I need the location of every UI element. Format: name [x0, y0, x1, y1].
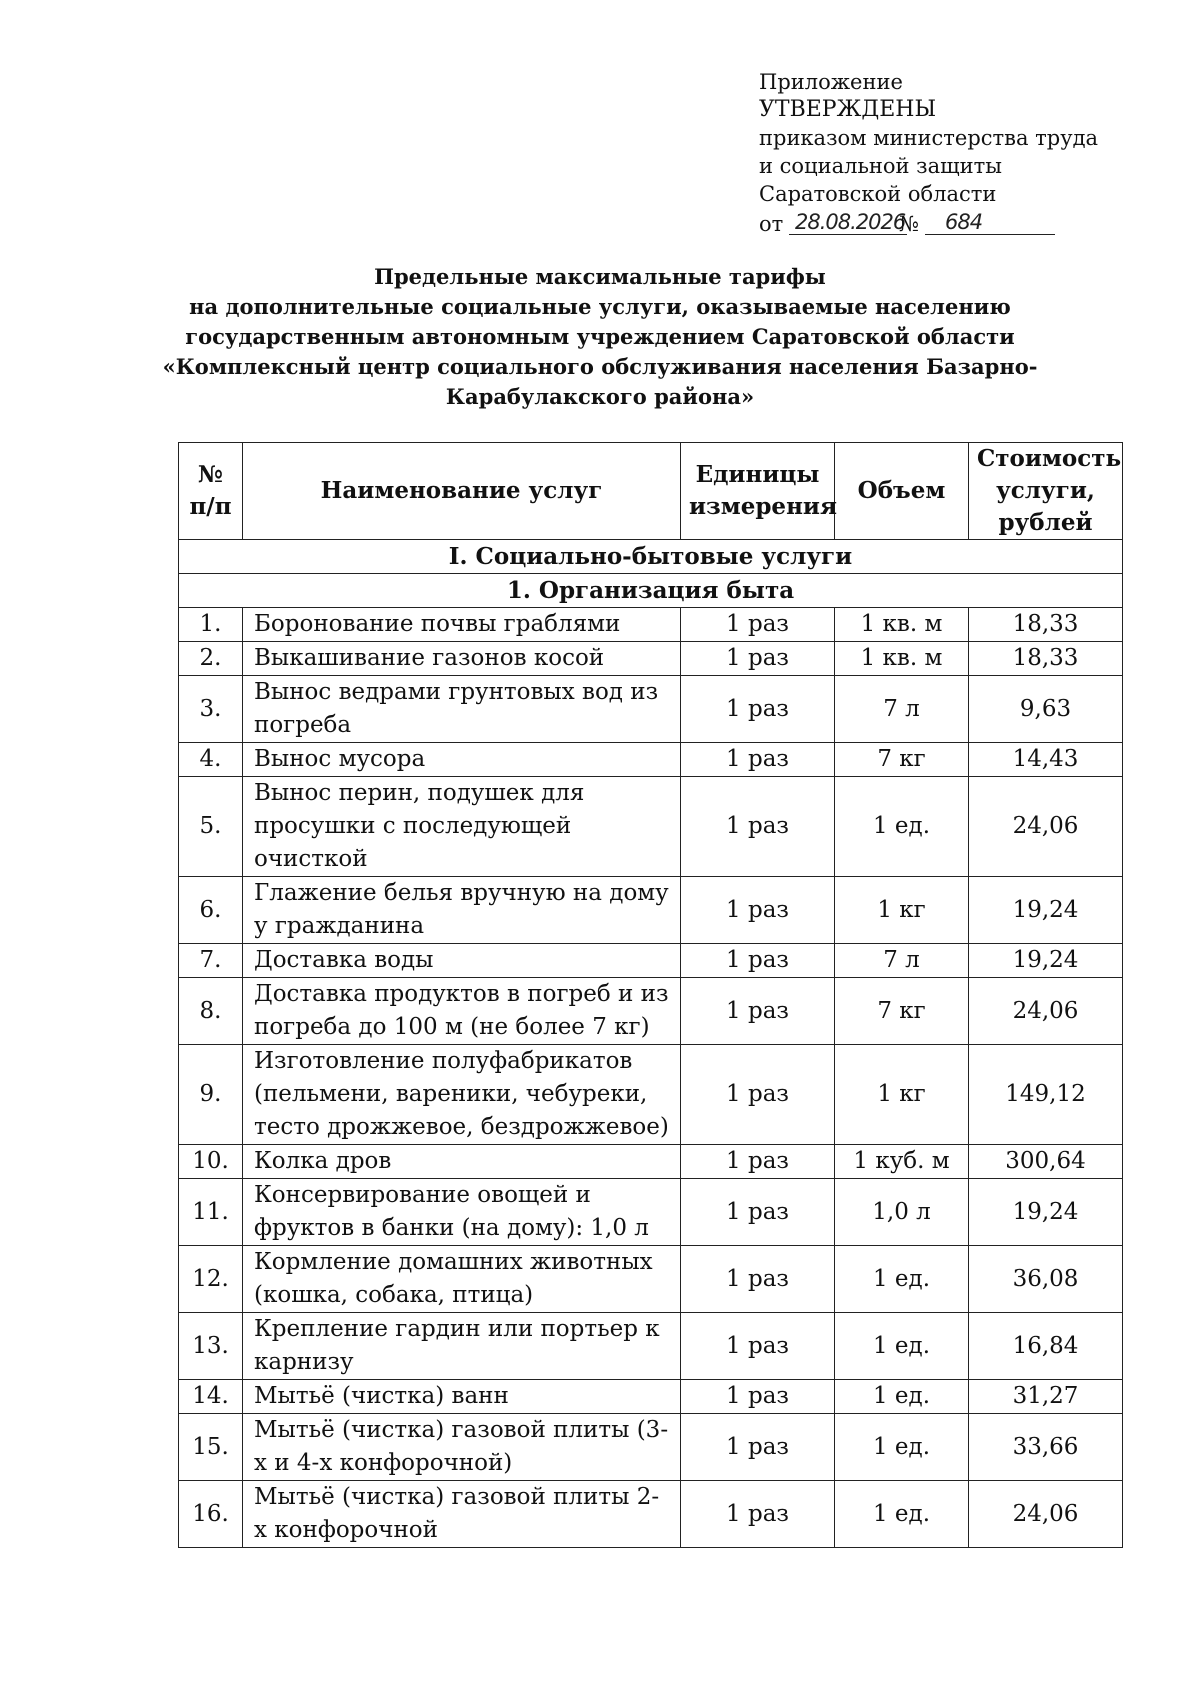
table-row: [179, 1481, 1123, 1548]
row-volume: 1 ед.: [835, 1481, 969, 1548]
row-number: 13.: [179, 1313, 243, 1380]
row-service-name: Мытьё (чистка) газовой плиты (3-х и 4-х конфорочной): [243, 1414, 681, 1481]
row-cost: 18,33: [969, 642, 1123, 676]
row-number: 7.: [179, 944, 243, 978]
row-unit: 1 раз: [681, 1145, 835, 1179]
row-service-name: Доставка воды: [243, 944, 681, 978]
row-volume: 1 кг: [835, 877, 969, 944]
row-cost: 36,08: [969, 1246, 1123, 1313]
row-service-name: Вынос мусора: [243, 743, 681, 777]
row-unit: 1 раз: [681, 978, 835, 1045]
row-cost: 24,06: [969, 978, 1123, 1045]
row-number: 9.: [179, 1045, 243, 1145]
row-number: 14.: [179, 1380, 243, 1414]
row-unit: 1 раз: [681, 1246, 835, 1313]
header-volume: Объем: [835, 443, 969, 540]
title-line-3: государственным автономным учреждением Саратовской области: [185, 324, 1015, 349]
approval-approved: УТВЕРЖДЕНЫ: [759, 97, 937, 122]
row-volume: 7 кг: [835, 978, 969, 1045]
date-field: [789, 208, 907, 235]
row-service-name: Боронование почвы граблями: [243, 608, 681, 642]
row-unit: 1 раз: [681, 1481, 835, 1548]
section-row: [179, 540, 1123, 574]
row-unit: 1 раз: [681, 1179, 835, 1246]
subsection-title: 1. Организация быта: [179, 574, 1123, 608]
section-title: I. Социально-бытовые услуги: [179, 540, 1123, 574]
handwritten-number: 684: [945, 210, 983, 234]
row-cost: 24,06: [969, 1481, 1123, 1548]
table-row: [179, 676, 1123, 743]
row-cost: 18,33: [969, 608, 1123, 642]
row-cost: 19,24: [969, 1179, 1123, 1246]
tariffs-table: [178, 442, 1123, 1548]
table-row: [179, 877, 1123, 944]
row-volume: 7 л: [835, 676, 969, 743]
table-row: [179, 1414, 1123, 1481]
row-cost: 300,64: [969, 1145, 1123, 1179]
row-volume: 1 кг: [835, 1045, 969, 1145]
row-number: 16.: [179, 1481, 243, 1548]
row-unit: 1 раз: [681, 608, 835, 642]
row-service-name: Вынос перин, подушек для просушки с последующей очисткой: [243, 777, 681, 877]
row-unit: 1 раз: [681, 642, 835, 676]
table-row: [179, 777, 1123, 877]
table-header-row: [179, 443, 1123, 540]
row-number: 6.: [179, 877, 243, 944]
header-unit: Единицы измерения: [681, 443, 835, 540]
row-volume: 1 куб. м: [835, 1145, 969, 1179]
row-volume: 1 кв. м: [835, 608, 969, 642]
row-volume: 1 кв. м: [835, 642, 969, 676]
row-number: 1.: [179, 608, 243, 642]
row-cost: 31,27: [969, 1380, 1123, 1414]
row-service-name: Крепление гардин или портьер к карнизу: [243, 1313, 681, 1380]
approval-appendix: Приложение: [759, 70, 903, 94]
row-unit: 1 раз: [681, 944, 835, 978]
table-row: [179, 1246, 1123, 1313]
approval-region-line: Саратовской области: [759, 182, 997, 206]
title-line-1: Предельные максимальные тарифы: [374, 264, 826, 289]
title-line-4: «Комплексный центр социального обслуживания населения Базарно-: [162, 354, 1038, 379]
row-unit: 1 раз: [681, 1313, 835, 1380]
row-volume: 1,0 л: [835, 1179, 969, 1246]
row-volume: 7 л: [835, 944, 969, 978]
row-service-name: Мытьё (чистка) газовой плиты 2-х конфорочной: [243, 1481, 681, 1548]
title-line-2: на дополнительные социальные услуги, оказываемые населению: [189, 294, 1011, 319]
header-num: № п/п: [179, 443, 243, 540]
row-cost: 9,63: [969, 676, 1123, 743]
table-row: [179, 978, 1123, 1045]
table-row: [179, 1313, 1123, 1380]
row-number: 15.: [179, 1414, 243, 1481]
table-row: [179, 1045, 1123, 1145]
number-field: [925, 208, 1055, 235]
row-volume: 1 ед.: [835, 1380, 969, 1414]
row-cost: 24,06: [969, 777, 1123, 877]
table-row: [179, 1380, 1123, 1414]
document-title: [150, 262, 1050, 412]
row-volume: 1 ед.: [835, 1414, 969, 1481]
approval-order-line: приказом министерства труда: [759, 126, 1099, 150]
table-row: [179, 608, 1123, 642]
table-row: [179, 944, 1123, 978]
row-unit: 1 раз: [681, 743, 835, 777]
table-row: [179, 743, 1123, 777]
row-number: 12.: [179, 1246, 243, 1313]
approval-ministry-line: и социальной защиты: [759, 154, 1003, 178]
row-number: 5.: [179, 777, 243, 877]
row-volume: 7 кг: [835, 743, 969, 777]
row-cost: 14,43: [969, 743, 1123, 777]
row-cost: 19,24: [969, 944, 1123, 978]
header-name: Наименование услуг: [243, 443, 681, 540]
row-service-name: Изготовление полуфабрикатов (пельмени, вареники, чебуреки, тесто дрожжевое, бездрожжевое): [243, 1045, 681, 1145]
row-unit: 1 раз: [681, 1414, 835, 1481]
number-sign: №: [899, 212, 919, 236]
row-number: 4.: [179, 743, 243, 777]
table-row: [179, 1145, 1123, 1179]
row-service-name: Кормление домашних животных (кошка, собака, птица): [243, 1246, 681, 1313]
row-service-name: Колка дров: [243, 1145, 681, 1179]
approval-block: [759, 68, 1099, 238]
row-number: 11.: [179, 1179, 243, 1246]
row-service-name: Доставка продуктов в погреб и из погреба до 100 м (не более 7 кг): [243, 978, 681, 1045]
row-number: 2.: [179, 642, 243, 676]
table-row: [179, 642, 1123, 676]
row-cost: 16,84: [969, 1313, 1123, 1380]
row-unit: 1 раз: [681, 1380, 835, 1414]
row-unit: 1 раз: [681, 676, 835, 743]
approval-date-number-row: [759, 208, 1099, 238]
row-volume: 1 ед.: [835, 1313, 969, 1380]
handwritten-date: 28.08.2026: [795, 210, 906, 234]
row-cost: 19,24: [969, 877, 1123, 944]
row-service-name: Вынос ведрами грунтовых вод из погреба: [243, 676, 681, 743]
table-row: [179, 1179, 1123, 1246]
row-volume: 1 ед.: [835, 777, 969, 877]
row-service-name: Мытьё (чистка) ванн: [243, 1380, 681, 1414]
row-unit: 1 раз: [681, 877, 835, 944]
header-cost: Стоимость услуги, рублей: [969, 443, 1123, 540]
row-number: 10.: [179, 1145, 243, 1179]
row-service-name: Глажение белья вручную на дому у гражданина: [243, 877, 681, 944]
row-number: 8.: [179, 978, 243, 1045]
date-prefix: от: [759, 212, 784, 236]
title-line-5: Карабулакского района»: [445, 384, 755, 409]
row-unit: 1 раз: [681, 777, 835, 877]
row-volume: 1 ед.: [835, 1246, 969, 1313]
row-unit: 1 раз: [681, 1045, 835, 1145]
row-cost: 149,12: [969, 1045, 1123, 1145]
row-service-name: Выкашивание газонов косой: [243, 642, 681, 676]
row-service-name: Консервирование овощей и фруктов в банки (на дому): 1,0 л: [243, 1179, 681, 1246]
row-number: 3.: [179, 676, 243, 743]
row-cost: 33,66: [969, 1414, 1123, 1481]
subsection-row: [179, 574, 1123, 608]
